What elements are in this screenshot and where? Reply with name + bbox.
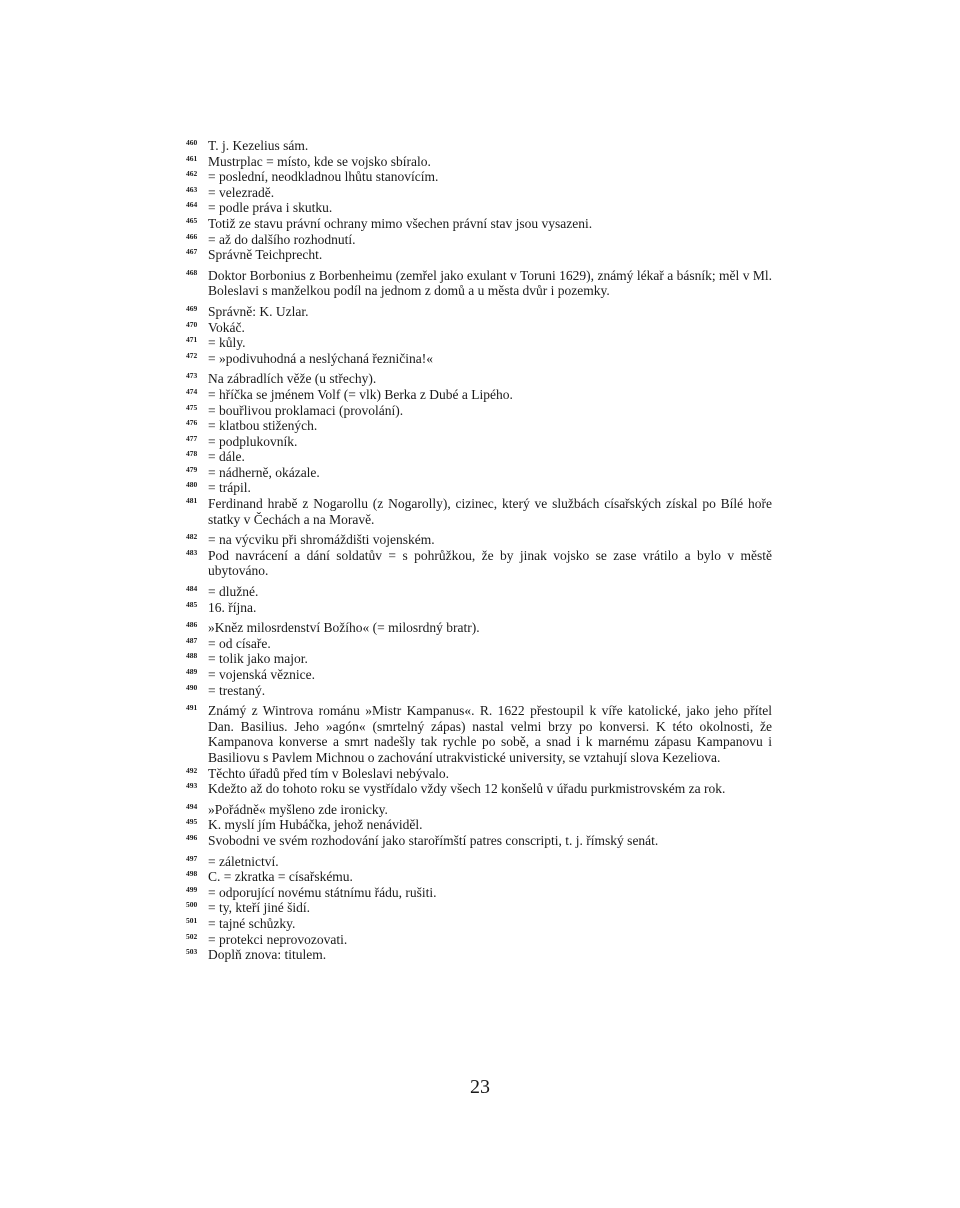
footnote-number: 497	[186, 853, 198, 863]
footnote-number: 466	[186, 231, 198, 241]
footnote	[186, 232, 772, 248]
footnote-text: = trápil.	[208, 480, 251, 496]
footnote	[186, 703, 772, 765]
footnote	[186, 387, 772, 403]
page-number: 23	[470, 1076, 490, 1098]
footnote-text: = vojenská věznice.	[208, 667, 315, 682]
footnote-number: 468	[186, 267, 198, 277]
footnote-number: 499	[186, 884, 198, 894]
footnote-text: = záletnictví.	[208, 853, 279, 869]
footnote	[186, 802, 772, 818]
footnote	[186, 683, 772, 699]
footnote-text: = nádherně, okázale.	[208, 464, 320, 480]
footnote-number: 477	[186, 433, 198, 443]
footnote-text: = velezradě.	[208, 184, 275, 200]
footnote	[186, 833, 772, 849]
footnote	[186, 268, 772, 299]
footnote-text: = na výcviku při shromáždišti vojenském.	[208, 532, 435, 548]
footnote-text: Vokáč.	[208, 319, 245, 335]
footnote-text: Totiž ze stavu právní ochrany mimo všechen právní stav jsou vysazeni.	[208, 215, 593, 231]
footnote-number: 483	[186, 547, 198, 557]
footnote-text: = od císaře.	[208, 635, 271, 651]
footnote	[186, 548, 772, 579]
footnote-number: 493	[186, 781, 198, 791]
footnote-number: 491	[186, 703, 198, 713]
footnote-text: = podle práva i skutku.	[208, 200, 333, 216]
footnote-number: 490	[186, 682, 198, 692]
footnote-number: 494	[186, 801, 198, 811]
footnote-text: Správně: K. Uzlar.	[208, 303, 309, 319]
footnote	[186, 496, 772, 527]
footnotes-list	[186, 138, 772, 963]
footnote-number: 481	[186, 496, 198, 506]
footnote-text: 16. října.	[208, 599, 257, 615]
footnote	[186, 916, 772, 932]
footnote-number: 496	[186, 832, 198, 842]
footnote	[186, 185, 772, 201]
footnote-number: 460	[186, 138, 198, 147]
footnote	[186, 885, 772, 901]
footnote	[186, 169, 772, 185]
footnote	[186, 138, 772, 154]
footnote-text: Doplň znova: titulem.	[208, 947, 327, 963]
footnote-number: 464	[186, 200, 198, 210]
footnote	[186, 651, 772, 667]
footnote-number: 473	[186, 371, 198, 381]
footnote	[186, 532, 772, 548]
footnote-number: 463	[186, 184, 198, 194]
footnote-number: 472	[186, 350, 198, 360]
footnote	[186, 449, 772, 465]
footnote	[186, 854, 772, 870]
footnote-number: 474	[186, 386, 198, 396]
footnote-number: 465	[186, 215, 198, 225]
footnote-number: 502	[186, 931, 198, 941]
footnote-number: 467	[186, 247, 198, 257]
footnote	[186, 766, 772, 782]
footnote-text: »Kněz milosrdenství Božího« (= milosrdný bratr).	[208, 620, 480, 636]
footnote	[186, 600, 772, 616]
footnote	[186, 351, 772, 367]
footnote-number: 485	[186, 599, 198, 609]
footnote	[186, 620, 772, 636]
footnote-text: = hříčka se jménem Volf (= vlk) Berka z Dubé a Lipého.	[208, 386, 513, 402]
footnote-number: 480	[186, 480, 198, 490]
footnote	[186, 480, 772, 496]
footnote	[186, 216, 772, 232]
footnote	[186, 900, 772, 916]
footnote-text: = podplukovník.	[208, 433, 298, 449]
footnote-text: = trestaný.	[208, 682, 266, 698]
footnote-text: = tajné schůzky.	[208, 915, 296, 931]
footnote-number: 498	[186, 869, 198, 879]
footnote	[186, 932, 772, 948]
footnote	[186, 817, 772, 833]
footnote-text: = odporující novému státnímu řádu, rušiti.	[208, 884, 437, 900]
footnote	[186, 781, 772, 797]
footnote-number: 492	[186, 765, 198, 775]
footnote-number: 462	[186, 169, 198, 179]
footnote-text: »Pořádně« myšleno zde ironicky.	[208, 801, 388, 817]
footnote-text: = bouřlivou proklamaci (provolání).	[208, 402, 404, 418]
footnote-number: 501	[186, 915, 198, 925]
footnote-text: T. j. Kezelius sám.	[208, 138, 309, 153]
footnote	[186, 403, 772, 419]
footnote-number: 486	[186, 620, 198, 630]
footnote-number: 470	[186, 319, 198, 329]
footnote-number: 476	[186, 418, 198, 428]
footnote-number: 461	[186, 153, 198, 163]
footnote-number: 478	[186, 449, 198, 459]
footnote-number: 489	[186, 667, 198, 676]
footnote-text: = dále.	[208, 449, 245, 465]
footnote-text: Správně Teichprecht.	[208, 247, 323, 263]
footnote	[186, 335, 772, 351]
footnote-number: 469	[186, 303, 198, 313]
footnote-number: 471	[186, 335, 198, 345]
footnote-number: 488	[186, 651, 198, 661]
footnote-number: 487	[186, 635, 198, 645]
footnote-text: Na zábradlích věže (u střechy).	[208, 371, 377, 387]
footnote-text: = dlužné.	[208, 584, 259, 600]
footnote	[186, 200, 772, 216]
footnote	[186, 636, 772, 652]
footnote-text: = ty, kteří jiné šidí.	[208, 900, 310, 916]
footnote	[186, 154, 772, 170]
footnote-text: Svobodni ve svém rozhodování jako starořímští patres conscripti, t. j. římský senát.	[208, 832, 659, 848]
footnote-number: 484	[186, 584, 198, 594]
footnote-number: 479	[186, 464, 198, 474]
footnote-number: 482	[186, 532, 198, 542]
footnote-text: Mustrplac = místo, kde se vojsko sbíralo.	[208, 153, 431, 169]
footnote-text: = klatbou stižených.	[208, 418, 318, 434]
footnote-text: Pod navrácení a dání soldatův = s pohrůžkou, že by jinak vojsko se zase vrátilo a bylo v městě ubytováno.	[208, 547, 772, 579]
footnote-text: Známý z Wintrova románu »Mistr Kampanus«. R. 1622 přestoupil k víře katolické, jako jeho přítel Dan. Basilius. Jeho »agón« (smrtelný zápas) nastal velmi brzy po konversi. K této okolnosti, že Kampanova konverse a smrt nadešly tak rychle po sobě, a snad i k marnému zápasu Kampanovu i Basiliovu s Pavlem Michnou o zachování utrakvistické university, se vztahují slova Kezeliova.	[208, 703, 772, 765]
footnote	[186, 434, 772, 450]
footnote-number: 500	[186, 900, 198, 910]
footnote	[186, 247, 772, 263]
footnote	[186, 584, 772, 600]
footnote-text: Ferdinand hrabě z Nogarollu (z Nogarolly), cizinec, který ve službách císařských získal po Bílé hoře statky v Čechách a na Moravě.	[208, 496, 772, 527]
footnote	[186, 667, 772, 683]
footnote-text: K. myslí jím Hubáčka, jehož nenáviděl.	[208, 817, 423, 833]
footnote	[186, 418, 772, 434]
footnote-number: 475	[186, 402, 198, 412]
footnote-text: = kůly.	[208, 335, 246, 351]
footnote-text: = poslední, neodkladnou lhůtu stanovícím.	[208, 169, 439, 185]
footnote-number: 495	[186, 817, 198, 827]
footnote-text: = protekci neprovozovati.	[208, 931, 348, 947]
footnote	[186, 320, 772, 336]
footnote	[186, 465, 772, 481]
footnote	[186, 869, 772, 885]
footnote-text: Těchto úřadů před tím v Boleslavi nebývalo.	[208, 765, 450, 781]
footnote-text: = »podivuhodná a neslýchaná řezničina!«	[208, 350, 434, 366]
footnote-text: Kdežto až do tohoto roku se vystřídalo vždy všech 12 konšelů v úřadu purkmistrovském za rok.	[208, 781, 726, 797]
footnote-text: = až do dalšího rozhodnutí.	[208, 231, 356, 247]
footnote-text: Doktor Borbonius z Borbenheimu (zemřel jako exulant v Toruni 1629), známý lékař a básník; měl v Ml. Boleslavi s manželkou podíl na jednom z domů a u města dvůr i pozemky.	[208, 267, 772, 299]
footnote-text: = tolik jako major.	[208, 651, 308, 667]
footnote-text: C. = zkratka = císařskému.	[208, 869, 353, 885]
footnote	[186, 371, 772, 387]
footnote-number: 503	[186, 947, 198, 957]
footnote	[186, 947, 772, 963]
footnote	[186, 304, 772, 320]
